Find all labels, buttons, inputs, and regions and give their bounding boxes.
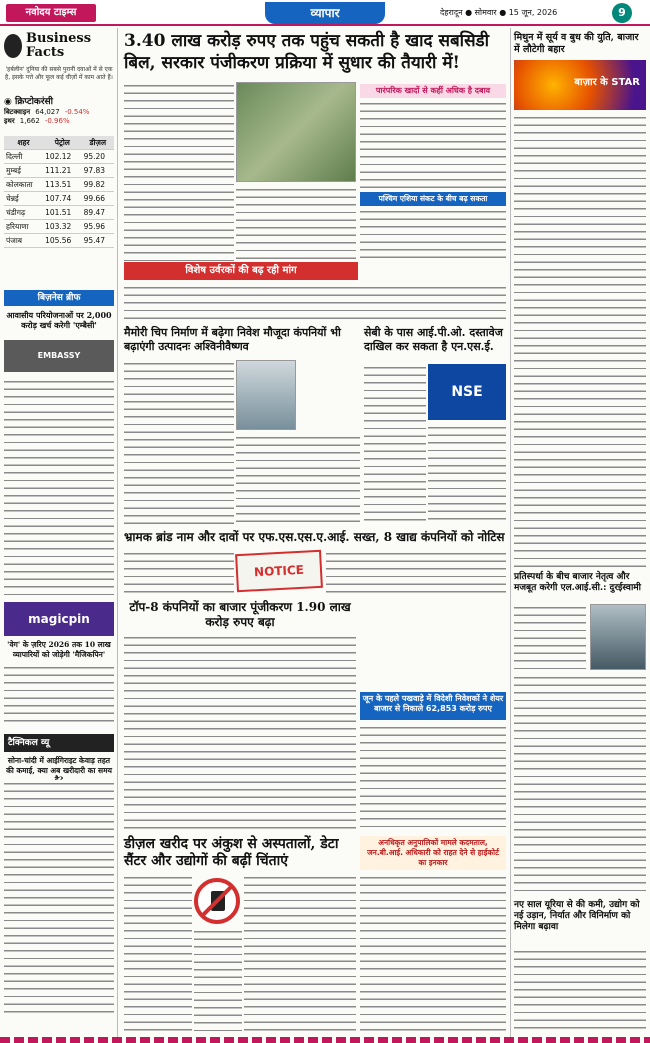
lead-headline: 3.40 लाख करोड़ रुपए तक पहुंच सकती है खाद सबसिडी बिल, सरकार पंजीकरण प्रक्रिया में सुधार की तैयारी में! — [124, 31, 490, 73]
business-brief-headline: आवासीय परियोजनाओं पर 2,000 करोड़ खर्च करेगी 'एम्बैसी' — [6, 310, 112, 330]
profile-headline: प्रतिस्पर्धा के बीच बाजार नेतृत्व और मजबूत करेगी एल.आई.सी.: दुरईस्वामी — [514, 572, 641, 593]
crypto-change: -0.54% — [64, 108, 90, 116]
sebi-body-col1 — [364, 364, 426, 526]
business-brief-title: बिज़नेस ब्रीफ — [4, 290, 114, 306]
bulb-icon — [4, 34, 22, 58]
table-row: हरियाणा 103.32 95.96 — [4, 220, 114, 234]
astro-banner: बाज़ार के STAR — [514, 60, 646, 110]
crypto-name: बिटक्वाइन — [4, 108, 31, 116]
business-facts-title: Business Facts — [26, 31, 92, 60]
top8-body — [124, 634, 356, 832]
masthead — [0, 0, 650, 26]
technical-body — [4, 780, 114, 1018]
profile-body-col1 — [514, 604, 586, 670]
fertilizer-photo — [236, 82, 356, 182]
brief-body — [4, 378, 114, 598]
section-title: व्यापार — [265, 2, 385, 24]
table-row: कोलकाता 113.51 99.82 — [4, 178, 114, 192]
no-fuel-icon — [194, 878, 240, 924]
sebi-headline: सेबी के पास आई.पी.ओ. दस्तावेज दाखिल कर सकता है एन.एस.ई. — [364, 326, 503, 353]
special-title: विशेष उर्वरकों की बढ़ रही मांग — [124, 262, 358, 280]
lead-box-title: पश्चिम एशिया संकट के बीच बढ़ सकता — [360, 192, 506, 206]
magicpin-headline: 'वेग' के ज़रिए 2026 तक 10 लाख व्यापारियों को जोड़ेगी 'मैजिकपिन' — [7, 640, 111, 659]
foreign-headline: जून के पहले पखवाड़े में विदेशी निवेशकों ने शेयर बाजार से निकाले 62,853 करोड़ रुपए — [360, 692, 506, 720]
dateline: देहरादून ● सोमवार ● 15 जून, 2026 — [440, 8, 558, 17]
business-facts-header — [4, 32, 114, 62]
crypto-table — [4, 108, 114, 128]
crypto-value: 64,027 — [35, 108, 60, 116]
fertilizer-bottom-headline: नए साल यूरिया से की कमी, उद्योग को नई उड़ान, निर्यात और विनिर्माण को मिलेगा बढ़ावा — [514, 900, 640, 932]
table-row: चंडीगढ़ 101.51 89.47 — [4, 206, 114, 220]
rbi-body — [360, 874, 506, 1034]
fuel-price-table — [4, 136, 114, 248]
rbi-headline: अनधिकृत अनुपालिकों मामले कदमताल, जन.बी.आई. अधिकारी को राहत देने से हाईकोर्ट का इनकार — [360, 836, 506, 870]
diesel-headline: डीज़ल खरीद पर अंकुश से अस्पतालों, डेटा सैंटर और उद्योगों की बढ़ीं चिंताएं — [124, 836, 339, 869]
table-row: मुम्बई 111.21 97.83 — [4, 164, 114, 178]
magicpin-logo: magicpin — [4, 602, 114, 636]
fuel-header: डीज़ल — [82, 136, 114, 150]
fssai-body-col2 — [326, 550, 506, 598]
crypto-title: ◉ क्रिप्टोकरंसी — [4, 97, 53, 107]
sebi-body-col2 — [428, 424, 506, 526]
coin-icon: ◉ — [4, 97, 15, 107]
nse-logo: NSE — [428, 364, 506, 420]
crypto-value: 1,662 — [19, 117, 40, 125]
notice-stamp: NOTICE — [235, 550, 323, 592]
fertilizer-bottom-body — [514, 948, 646, 1034]
memory-body-col2 — [236, 434, 360, 526]
memory-headline: मैमोरी चिप निर्माण में बढ़ेगा निवेश मौजूदा कंपनियों भी बढ़ाएंगी उत्पादनः अश्विनीवैष्णव — [124, 326, 341, 353]
lead-box-body — [360, 208, 506, 262]
table-row: पंजाब 105.56 95.47 — [4, 234, 114, 248]
business-facts-blurb: 'हर्बलीन' दुनिया की सबसे पुरानी दवाओं में से एक है, इसके पत्ते और फूल कई चीज़ों में काम आते हैं। — [5, 66, 113, 81]
crypto-change: -0.96% — [44, 117, 70, 125]
crypto-name: इथर — [4, 117, 15, 125]
lead-body-col1 — [124, 82, 234, 262]
table-row: चेन्नई 107.74 99.66 — [4, 192, 114, 206]
foreign-body — [360, 724, 506, 832]
technical-headline: सोना-चांदी में आईगिराइट केवाड़ तहत की कमाई, क्या अब खरीदारी का समय — [6, 756, 112, 775]
top8-headline: टॉप-8 कंपनियों का बाजार पूंजीकरण 1.90 लाख करोड़ रुपए बढ़ा — [129, 600, 351, 629]
magicpin-body — [4, 664, 114, 728]
fuel-header: पेट्रोल — [43, 136, 81, 150]
technical-title: टैक्निकल व्यू — [4, 734, 114, 752]
lead-subhead: पारंपरिक खादों से कहीं अधिक है दबाव — [360, 84, 506, 98]
lead-body-col2 — [236, 186, 356, 262]
diesel-body-col2 — [194, 928, 242, 1034]
diesel-body-col1 — [124, 874, 192, 1034]
executive-photo — [590, 604, 646, 670]
left-column — [0, 28, 118, 1038]
footer-strip — [0, 1037, 650, 1043]
memory-body-col1 — [124, 360, 234, 526]
column-divider — [510, 28, 511, 1038]
minister-photo — [236, 360, 296, 430]
astro-headline: मिथुन में सूर्य व बुध की युति, बाजार में लौटेगी बहार — [514, 32, 639, 55]
newspaper-logo: नवोदय टाइम्स — [6, 4, 96, 22]
diesel-body-col3 — [244, 874, 356, 1034]
lead-body-col3 — [360, 100, 506, 190]
fssai-headline: भ्रामक ब्रांड नाम और दावों पर एफ.एस.एस.ए.आई. सख्त, 8 खाद्य कंपनियों को नोटिस — [124, 530, 505, 544]
profile-body-col2 — [514, 674, 646, 896]
astro-body — [514, 114, 646, 568]
special-body — [124, 284, 506, 324]
page-number: 9 — [612, 3, 632, 23]
fuel-header: शहर — [4, 136, 43, 150]
fssai-body-col1 — [124, 550, 234, 598]
table-row: दिल्ली 102.12 95.20 — [4, 150, 114, 164]
embassy-logo: EMBASSY — [4, 340, 114, 372]
